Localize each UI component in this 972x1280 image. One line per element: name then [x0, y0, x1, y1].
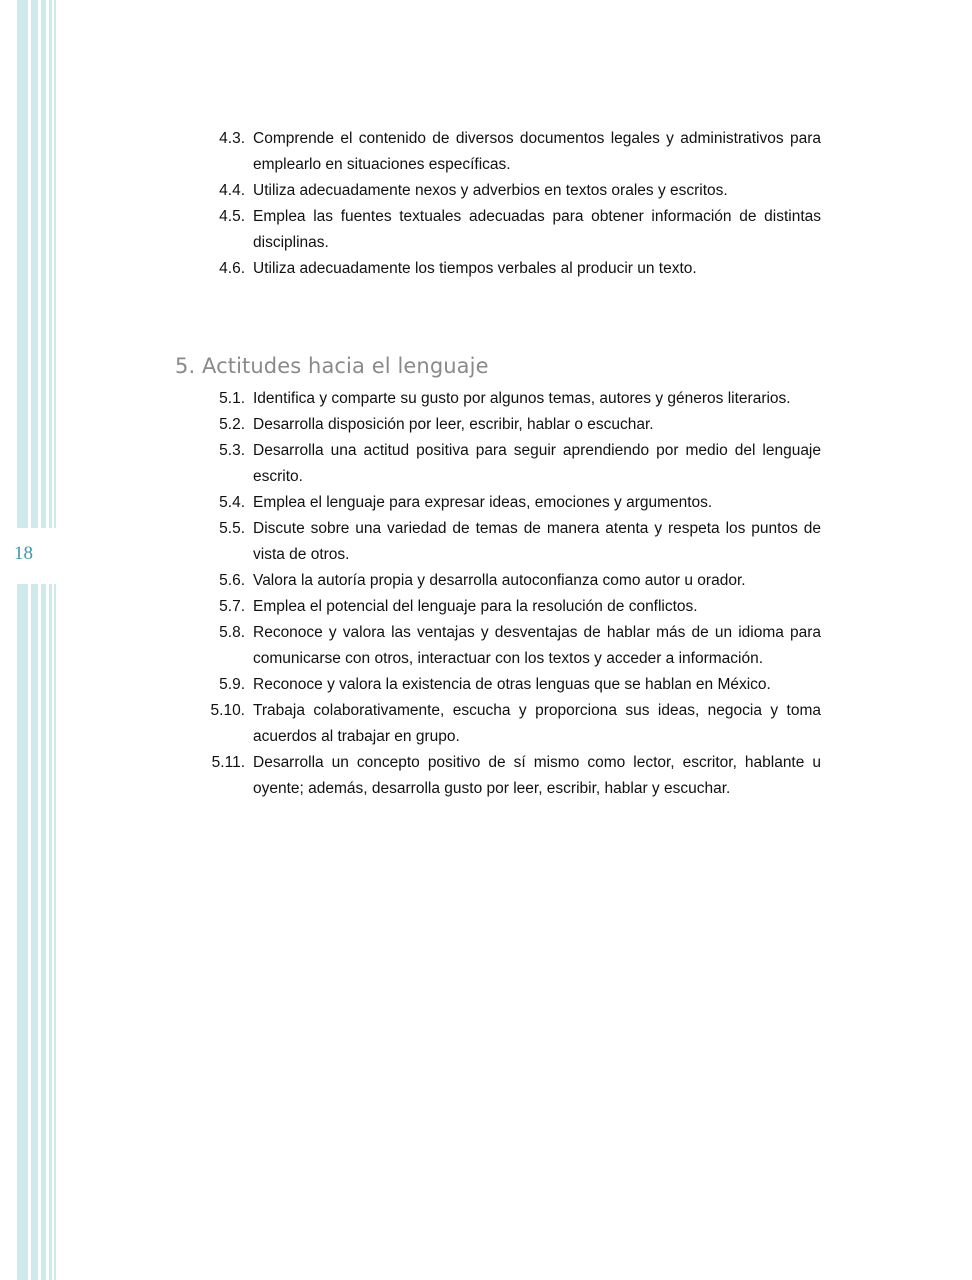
decorative-margin-stripes: [0, 0, 60, 1280]
item-text: Utiliza adecuadamente los tiempos verbales al producir un texto.: [253, 260, 697, 277]
list-item: [200, 256, 821, 282]
item-text: Emplea el lenguaje para expresar ideas, emociones y argumentos.: [253, 494, 713, 511]
list-item: [200, 126, 821, 178]
list-item: [200, 516, 821, 568]
item-number: 5.11.: [211, 754, 245, 771]
list-item: [200, 412, 821, 438]
list-item: [200, 672, 821, 698]
list-item: [200, 204, 821, 256]
item-text: Reconoce y valora las ventajas y desventajas de hablar más de un idioma para comunicarse con otros, interactuar con los textos y acceder a información.: [253, 624, 821, 667]
item-text: Identifica y comparte su gusto por algunos temas, autores y géneros literarios.: [253, 390, 791, 407]
item-number: 5.6.: [219, 572, 245, 589]
margin-stripe: [41, 0, 46, 1280]
item-text: Reconoce y valora la existencia de otras lenguas que se hablan en México.: [253, 676, 771, 693]
page-number: 18: [14, 543, 33, 564]
margin-stripe: [17, 0, 28, 1280]
item-text: Comprende el contenido de diversos documentos legales y administrativos para emplearlo en situaciones específicas.: [253, 130, 821, 173]
item-text: Desarrolla disposición por leer, escribir, hablar o escuchar.: [253, 416, 654, 433]
list-item: [200, 178, 821, 204]
objectives-list-section-5: [200, 386, 821, 802]
margin-stripe: [54, 0, 56, 1280]
list-item: [200, 490, 821, 516]
item-number: 5.10.: [210, 702, 245, 719]
item-number: 5.1.: [219, 390, 245, 407]
item-number: 4.5.: [219, 208, 245, 225]
item-text: Desarrolla una actitud positiva para seguir aprendiendo por medio del lenguaje escrito.: [253, 442, 821, 485]
item-number: 4.4.: [219, 182, 245, 199]
item-text: Discute sobre una variedad de temas de manera atenta y respeta los puntos de vista de otros.: [253, 520, 821, 563]
list-item: [200, 594, 821, 620]
item-number: 5.2.: [219, 416, 245, 433]
item-number: 5.4.: [219, 494, 245, 511]
item-number: 5.8.: [219, 624, 245, 641]
list-item: [200, 386, 821, 412]
item-text: Trabaja colaborativamente, escucha y proporciona sus ideas, negocia y toma acuerdos al trabajar en grupo.: [253, 702, 821, 745]
item-text: Utiliza adecuadamente nexos y adverbios en textos orales y escritos.: [253, 182, 728, 199]
item-number: 5.9.: [219, 676, 245, 693]
objectives-list-section-4: [200, 126, 821, 282]
list-item: [200, 750, 821, 802]
section-heading: 5. Actitudes hacia el lenguaje: [175, 354, 489, 378]
list-item: [200, 438, 821, 490]
margin-stripe: [49, 0, 52, 1280]
item-number: 4.3.: [219, 130, 245, 147]
item-number: 5.5.: [219, 520, 245, 537]
item-number: 4.6.: [219, 260, 245, 277]
list-item: [200, 698, 821, 750]
item-text: Desarrolla un concepto positivo de sí mismo como lector, escritor, hablante u oyente; además, desarrolla gusto por leer, escribir, hablar y escuchar.: [253, 754, 821, 797]
item-number: 5.7.: [219, 598, 245, 615]
item-text: Emplea las fuentes textuales adecuadas para obtener información de distintas disciplinas.: [253, 208, 821, 251]
item-text: Valora la autoría propia y desarrolla autoconfianza como autor u orador.: [253, 572, 746, 589]
list-item: [200, 568, 821, 594]
item-text: Emplea el potencial del lenguaje para la resolución de conflictos.: [253, 598, 698, 615]
item-number: 5.3.: [219, 442, 245, 459]
margin-stripe: [31, 0, 38, 1280]
list-item: [200, 620, 821, 672]
